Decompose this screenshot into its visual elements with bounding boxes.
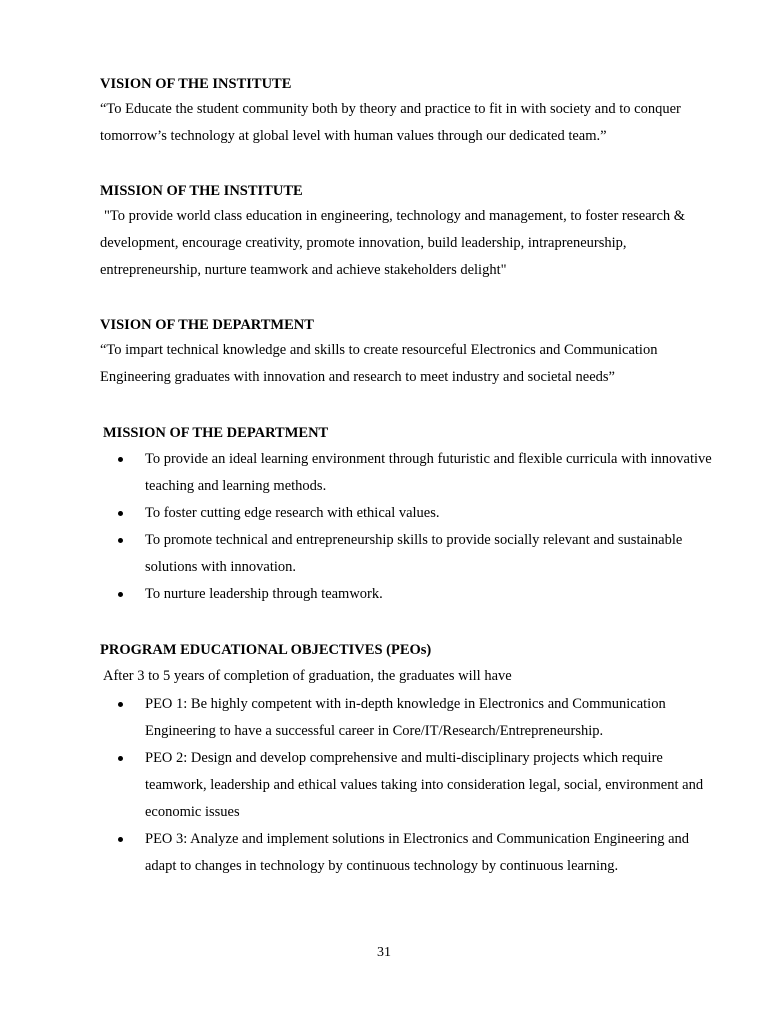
peos-heading: PROGRAM EDUCATIONAL OBJECTIVES (PEOs)	[100, 642, 432, 658]
bullet-icon	[118, 457, 123, 462]
bullet-icon	[118, 511, 123, 516]
mission-institute-text: "To provide world class education in engineering, technology and management, to foster research & development, encourage creativity, promote innovation, build leadership, intrapreneurship, entrepreneurship, nurture teamwork and achieve stakeholders delight"	[100, 208, 686, 278]
vision-department-heading: VISION OF THE DEPARTMENT	[100, 317, 314, 333]
vision-institute-heading: VISION OF THE INSTITUTE	[100, 76, 292, 92]
peos-intro: After 3 to 5 years of completion of graduation, the graduates will have	[103, 668, 512, 684]
bullet-icon	[118, 756, 123, 761]
list-item: To provide an ideal learning environment through futuristic and flexible curricula with innovative teaching and learning methods.	[118, 446, 718, 500]
vision-institute-text: “To Educate the student community both by theory and practice to fit in with society and to conquer tomorrow’s technology at global level with human values through our dedicated team.”	[100, 101, 681, 144]
mission-institute-heading: MISSION OF THE INSTITUTE	[100, 183, 303, 199]
bullet-icon	[118, 538, 123, 543]
vision-department-text: “To impart technical knowledge and skills to create resourceful Electronics and Communication Engineering graduates with innovation and research to meet industry and societal needs”	[100, 342, 658, 385]
peos-list	[118, 691, 718, 880]
mission-department-list	[118, 446, 718, 608]
bullet-icon	[118, 592, 123, 597]
mission-department-heading: MISSION OF THE DEPARTMENT	[103, 425, 329, 441]
list-item: PEO 3: Analyze and implement solutions in Electronics and Communication Engineering and adapt to changes in technology by continuous technology by continuous learning.	[118, 826, 718, 880]
list-item: PEO 1: Be highly competent with in-depth knowledge in Electronics and Communication Engineering to have a successful career in Core/IT/Research/Entrepreneurship.	[118, 691, 718, 745]
bullet-icon	[118, 702, 123, 707]
list-item: To promote technical and entrepreneurship skills to provide socially relevant and sustainable solutions with innovation.	[118, 527, 718, 581]
list-item: To foster cutting edge research with ethical values.	[118, 500, 718, 527]
list-item: PEO 2: Design and develop comprehensive and multi-disciplinary projects which require teamwork, leadership and ethical values taking into consideration legal, social, environment and economic issues	[118, 745, 718, 826]
list-item: To nurture leadership through teamwork.	[118, 581, 718, 608]
bullet-icon	[118, 837, 123, 842]
page-number: 31	[377, 945, 391, 960]
